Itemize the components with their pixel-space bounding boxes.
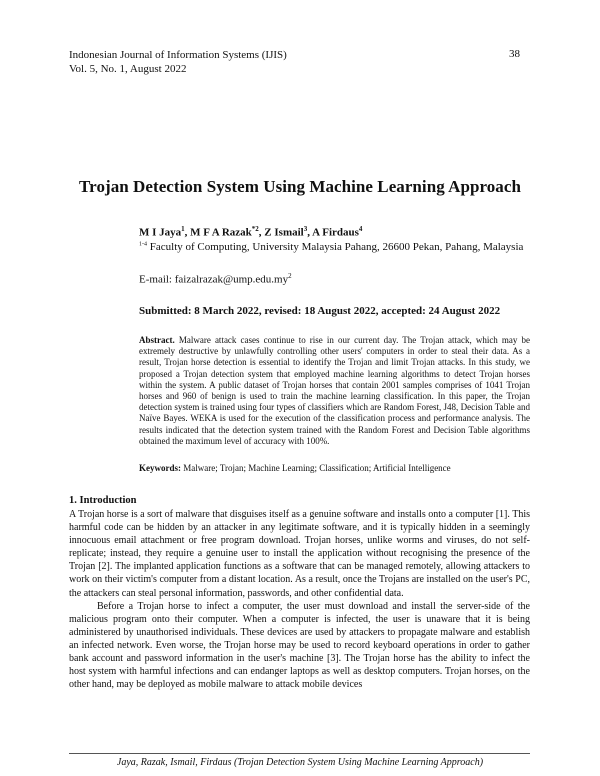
footer-divider [69, 753, 530, 754]
submission-dates: Submitted: 8 March 2022, revised: 18 August 2022, accepted: 24 August 2022 [139, 305, 501, 317]
intro-paragraph-1: A Trojan horse is a sort of malware that disguises itself as a genuine software and installs onto a computer [1]. This harmful code can be hidden by an attacker in any legitimate software, and it is typically hidden in a seemingly innocuous email attachment or free program download. Trojan horses, unlike worms and viruses, do not self-replicate; instead, they require a genuine user to install the application without recognising the presence of the Trojan [2]. The implanted application functions as a software that can be managed remotely, allowing attackers to work on their victim's computer from a distant location. As a result, once the Trojans are installed on the user's PC, the attackers can steal personal information, passwords, and other confidential data. [69, 509, 530, 599]
journal-volume: Vol. 5, No. 1, August 2022 [69, 63, 187, 75]
keywords [139, 463, 534, 473]
author-list: M I Jaya$^1$, M F A Razak$^{*2}$, Z Ismail$^3$, A Firdaus$^4$ [139, 225, 363, 239]
affiliation-sup: 1-4 [139, 241, 147, 248]
author-2: M F A Razak [190, 226, 252, 239]
intro-paragraph-2: Before a Trojan horse to infect a computer, the user must download and install the server-side of the malicious program onto their computer. When a computer is infected, the user is unaware that it is being administered by unauthorised individuals. These devices are used by attackers to propagate malware and establish an infected network. Even worse, the Trojan horse may be used to record keyboard operations in order to gather bank account and password information in the user's machine [3]. The Trojan horse has the ability to infect the host system with harmful infections and can endanger laptops as well as desktop computers. Trojan horses, on the other hand, may be deployed as mobile malware to attack mobile devices [69, 600, 530, 691]
section-heading-introduction: 1. Introduction [69, 495, 137, 506]
author-1-sup: 1 [181, 225, 185, 233]
abstract-text: Malware attack cases continue to rise in our current day. The Trojan attack, which may be extremely destructive by unlawfully controlling other users' computers in order to steal their data. As a result, Trojan horse detection is essential to identify the Trojan and limit Trojan attacks. In this study, we proposed a Trojan detection system that employed machine learning algorithms to detect Trojan horses within the system. A public dataset of Trojan horses that contain 2001 samples comprises of 1041 Trojan horses and 960 of benign is used to train the machine learning classification. In this paper, the Trojan detection system is trained using four types of classifiers which are Random Forest, J48, Decision Table and Naïve Bayes. WEKA is used for the execution of the classification process and performance analysis. The results indicated that the detection system trained with the Random Forest and Decision Table algorithms obtained the maximum level of accuracy with 100%. [139, 335, 530, 446]
abstract [139, 335, 530, 447]
keywords-text: Malware; Trojan; Machine Learning; Classification; Artificial Intelligence [183, 463, 451, 473]
author-1: M I Jaya [139, 226, 182, 239]
page-number: 38 [509, 48, 520, 60]
journal-header [69, 48, 287, 76]
email-line [139, 272, 292, 286]
journal-name: Indonesian Journal of Information Systems (IJIS) [69, 49, 287, 61]
affiliation-text: Faculty of Computing, University Malaysia Pahang, 26600 Pekan, Pahang, Malaysia [149, 241, 524, 253]
author-3: Z Ismail [264, 226, 304, 239]
paper-title: Trojan Detection System Using Machine Learning Approach [79, 177, 521, 196]
affiliation [139, 241, 523, 253]
author-4-sup: 4 [358, 225, 363, 233]
introduction-body [69, 508, 530, 691]
abstract-label: Abstract. [139, 335, 175, 345]
email-sup: 2 [288, 272, 292, 280]
running-footer: Jaya, Razak, Ismail, Firdaus (Trojan Detection System Using Machine Learning Approach) [116, 757, 484, 768]
email-text: E-mail: faizalrazak@ump.edu.my [139, 273, 289, 286]
author-4: A Firdaus [312, 226, 359, 239]
keywords-label: Keywords: [139, 463, 181, 473]
author-3-sup: 3 [303, 225, 308, 233]
author-2-sup: *2 [251, 225, 259, 233]
